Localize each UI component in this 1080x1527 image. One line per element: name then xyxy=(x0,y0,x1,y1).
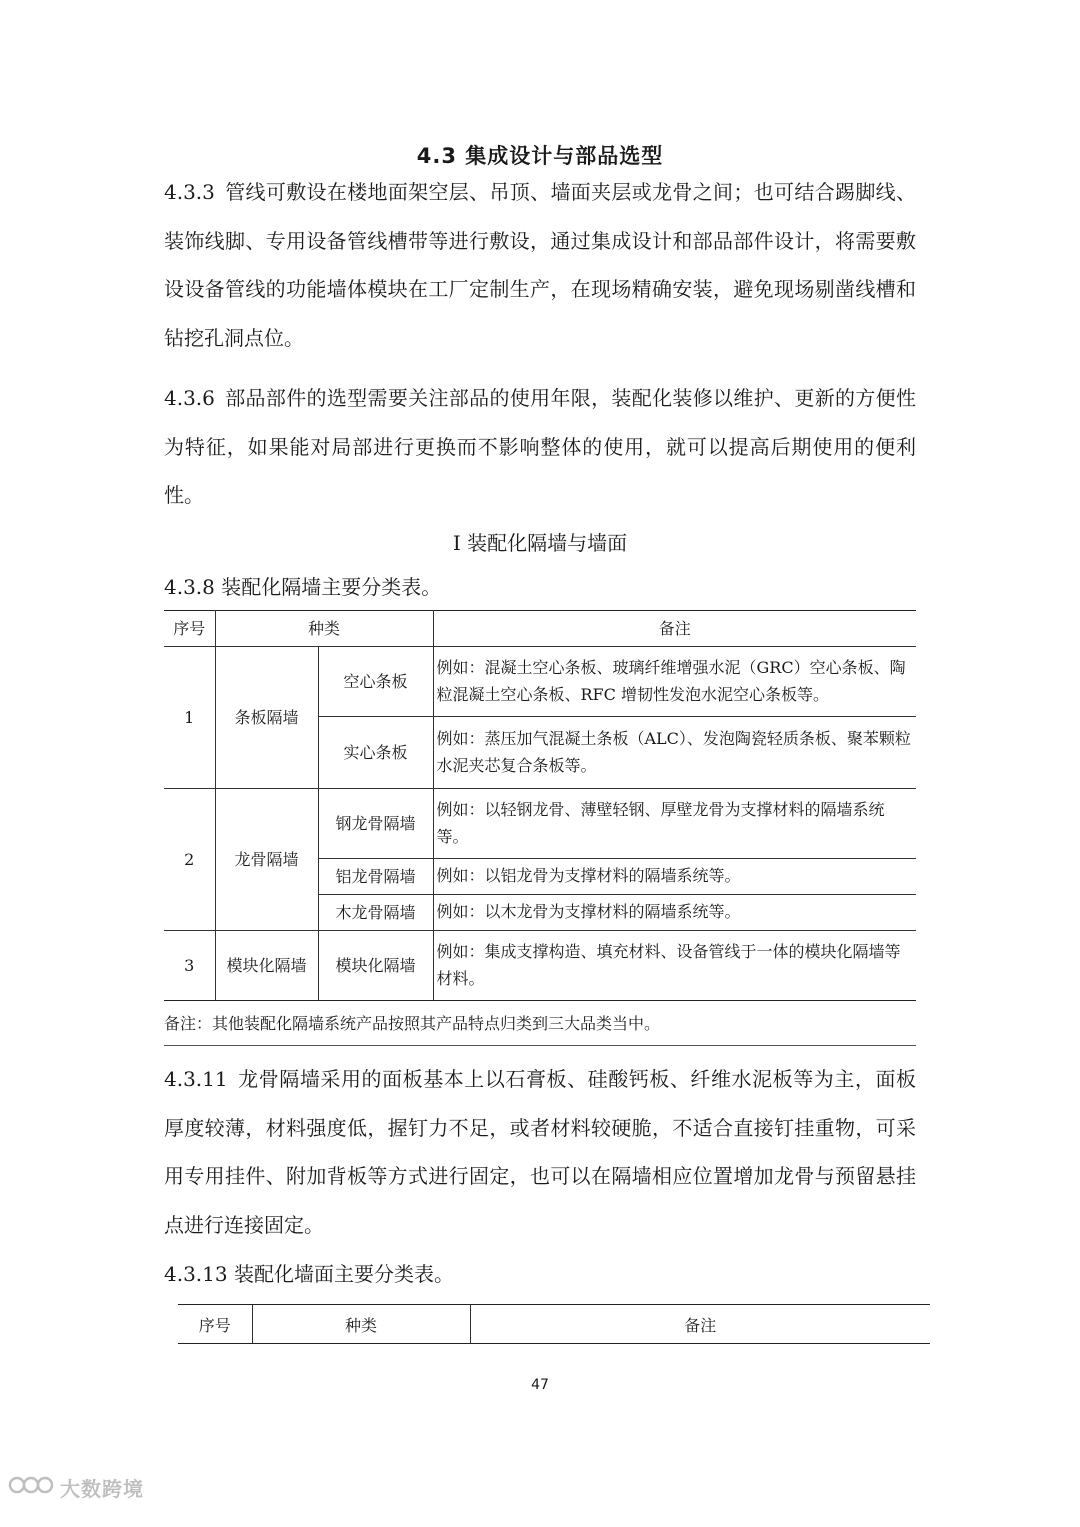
clause-number: 4.3.3 xyxy=(164,180,215,204)
category-cell: 龙骨隔墙 xyxy=(215,789,318,931)
clause-text: 管线可敷设在楼地面架空层、吊顶、墙面夹层或龙骨之间；也可结合踢脚线、装饰线脚、专用设备管线槽带等进行敷设，通过集成设计和部品部件设计，将需要敷设设备管线的功能墙体模块在工厂定制生产，在现场精确安装，避免现场剔凿线槽和钻挖孔洞点位。 xyxy=(164,180,916,350)
watermark-logo-icon xyxy=(8,1470,54,1504)
section-title: 4.3 集成设计与部品选型 xyxy=(416,144,664,168)
table2-caption: 4.3.13 装配化墙面主要分类表。 xyxy=(164,1262,454,1286)
header-no: 序号 xyxy=(164,611,215,647)
clause-number: 4.3.6 xyxy=(164,386,215,410)
row-number: 1 xyxy=(164,647,215,789)
subtype-cell: 实心条板 xyxy=(318,717,433,789)
subtype-cell: 钢龙骨隔墙 xyxy=(318,789,433,859)
divider xyxy=(164,1045,916,1046)
subtype-cell: 空心条板 xyxy=(318,647,433,717)
watermark xyxy=(8,1470,144,1504)
partition-wall-table xyxy=(164,610,916,1001)
table1-caption: 4.3.8 装配化隔墙主要分类表。 xyxy=(164,575,442,599)
header-type: 种类 xyxy=(252,1305,470,1344)
subtype-cell: 模块化隔墙 xyxy=(318,931,433,1001)
category-cell: 模块化隔墙 xyxy=(215,931,318,1001)
page-number: 47 xyxy=(531,1377,549,1393)
note-cell: 例如：混凝土空心条板、玻璃纤维增强水泥（GRC）空心条板、陶粒混凝土空心条板、RFC 增韧性发泡水泥空心条板等。 xyxy=(433,647,916,717)
note-cell: 例如：蒸压加气混凝土条板（ALC）、发泡陶瓷轻质条板、聚苯颗粒水泥夹芯复合条板等。 xyxy=(433,717,916,789)
header-note: 备注 xyxy=(433,611,916,647)
watermark-text: 大数跨境 xyxy=(60,1476,144,1501)
header-no: 序号 xyxy=(178,1305,252,1344)
table-row xyxy=(164,931,916,1001)
clause-text: 部品部件的选型需要关注部品的使用年限，装配化装修以维护、更新的方便性为特征，如果能对局部进行更换而不影响整体的使用，就可以提高后期使用的便利性。 xyxy=(164,386,916,507)
header-type: 种类 xyxy=(215,611,433,647)
clause-text: 龙骨隔墙采用的面板基本上以石膏板、硅酸钙板、纤维水泥板等为主，面板厚度较薄，材料强度低，握钉力不足，或者材料较硬脆，不适合直接钉挂重物，可采用专用挂件、附加背板等方式进行固定，也可以在隔墙相应位置增加龙骨与预留悬挂点进行连接固定。 xyxy=(164,1067,916,1237)
header-note: 备注 xyxy=(470,1305,930,1344)
paragraph-4-3-6 xyxy=(164,374,916,520)
paragraph-4-3-3 xyxy=(164,168,916,362)
note-cell: 例如：以木龙骨为支撑材料的隔墙系统等。 xyxy=(433,895,916,931)
subtype-cell: 木龙骨隔墙 xyxy=(318,895,433,931)
row-number: 2 xyxy=(164,789,215,931)
table1-footnote: 备注：其他装配化隔墙系统产品按照其产品特点归类到三大品类当中。 xyxy=(164,1014,661,1033)
subtype-cell: 铝龙骨隔墙 xyxy=(318,859,433,895)
table-header-row xyxy=(178,1305,930,1344)
row-number: 3 xyxy=(164,931,215,1001)
table-row xyxy=(164,789,916,859)
note-cell: 例如：集成支撑构造、填充材料、设备管线于一体的模块化隔墙等材料。 xyxy=(433,931,916,1001)
category-cell: 条板隔墙 xyxy=(215,647,318,789)
subheading: I 装配化隔墙与墙面 xyxy=(452,531,628,555)
table-header-row xyxy=(164,611,916,647)
table-row xyxy=(164,647,916,717)
clause-number: 4.3.11 xyxy=(164,1067,228,1091)
wall-surface-table xyxy=(178,1304,930,1344)
note-cell: 例如：以铝龙骨为支撑材料的隔墙系统等。 xyxy=(433,859,916,895)
note-cell: 例如：以轻钢龙骨、薄壁轻钢、厚壁龙骨为支撑材料的隔墙系统等。 xyxy=(433,789,916,859)
paragraph-4-3-11 xyxy=(164,1055,916,1249)
